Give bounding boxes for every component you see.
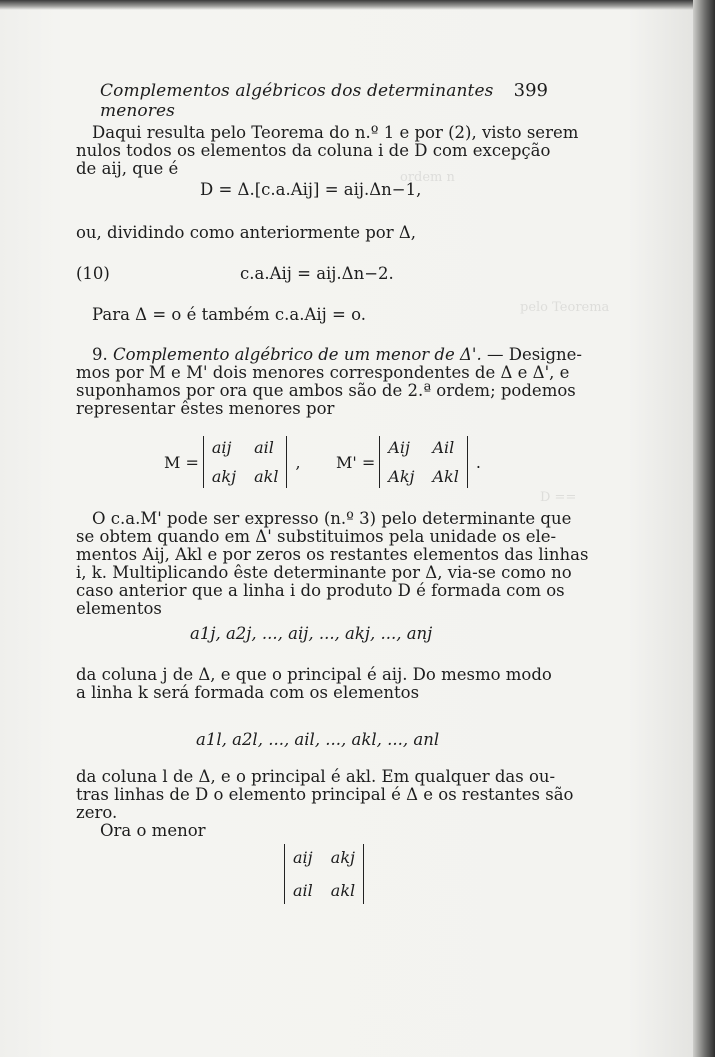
matrix-cell: akj (330, 848, 355, 867)
bleed-through-text: ordem n (400, 170, 455, 185)
sequence-2: a1l, a2l, ..., ail, ..., akl, ..., anl (196, 730, 440, 749)
matrix-bars (379, 436, 468, 488)
matrix-suffix: . (475, 452, 481, 472)
bleed-through-text: pelo Teorema (520, 300, 610, 315)
text-line: ou, dividindo como anteriormente por Δ, (76, 223, 417, 242)
page-number: 399 (513, 80, 548, 101)
sequence-1: a1j, a2j, ..., aij, ..., akj, ..., anj (190, 624, 433, 643)
paragraph-3 (76, 306, 548, 324)
matrix-label: M' = (336, 452, 376, 472)
text-line: mentos Aij, Akl e por zeros os restantes elementos das linhas (76, 545, 589, 564)
text-line: a linha k será formada com os elementos (76, 683, 420, 702)
text-line: caso anterior que a linha i do produto D é formada com os (76, 581, 565, 600)
text-line: de aij, que é (76, 159, 179, 178)
text-line: elementos (76, 599, 162, 618)
text-line: mos por M e M' dois menores correspondentes de Δ e Δ', e (76, 363, 570, 382)
matrix-M-prime (336, 436, 481, 488)
paragraph-4 (76, 509, 589, 618)
text-line: Para Δ = o é também c.a.Aij = o. (92, 305, 366, 324)
running-header (100, 80, 548, 121)
bleed-through-text: D == (540, 490, 577, 505)
matrix-bars (284, 844, 364, 904)
text-line: representar êstes menores por (76, 399, 335, 418)
text-line: tras linhas de D o elemento principal é Δ e os restantes são (76, 785, 574, 804)
matrix-label: M = (164, 452, 199, 472)
matrix-cell: akl (254, 467, 279, 486)
text-line: i, k. Multiplicando êste determinante por Δ, via-se como no (76, 563, 572, 582)
page-top-edge (0, 0, 715, 10)
text-line: O c.a.M' pode ser expresso (n.º 3) pelo determinante que (92, 509, 572, 528)
paragraph-6 (76, 767, 574, 840)
section-number: 9. (92, 345, 108, 364)
matrix-cell: Akl (432, 467, 459, 486)
matrix-cell: Akj (388, 467, 415, 486)
matrix-bars (203, 436, 288, 488)
text-line: nulos todos os elementos da coluna i de D com excepção (76, 141, 551, 160)
paragraph-1 (76, 123, 579, 178)
matrix-suffix: , (295, 452, 301, 472)
section-9 (76, 345, 582, 418)
matrix-M (164, 436, 301, 488)
text-line: Ora o menor (100, 821, 206, 840)
text-line: da coluna j de Δ, e que o principal é aij. Do mesmo modo (76, 665, 552, 684)
matrix-cell: aij (211, 438, 232, 457)
matrix-cell: Aij (388, 438, 410, 457)
section-heading-line (76, 345, 582, 364)
formula-1: D = Δ.[c.a.Aij] = aij.Δn−1, (200, 180, 422, 199)
paragraph-5 (76, 665, 552, 702)
paragraph-2 (76, 224, 548, 242)
text-line: Daqui resulta pelo Teorema do n.º 1 e por (2), visto serem (92, 123, 579, 142)
matrix-cell: aij (293, 848, 313, 867)
matrix-cell: ail (293, 881, 313, 900)
text-line: suponhamos por ora que ambos são de 2.ª ordem; podemos (76, 381, 576, 400)
matrix-cell: ail (254, 438, 274, 457)
matrix-cell: akl (330, 881, 356, 900)
matrix-cell: akj (211, 467, 237, 486)
equation-10: c.a.Aij = aij.Δn−2. (240, 264, 394, 283)
section-heading: Complemento algébrico de um menor de Δ'. (113, 345, 482, 364)
matrix-final (284, 844, 364, 904)
section-heading-rest: — Designe- (486, 345, 582, 364)
matrix-cell: Ail (432, 438, 455, 457)
text-line: da coluna l de Δ, e o principal é akl. Em qualquer das ou- (76, 767, 556, 786)
equation-number: (10) (76, 264, 110, 283)
header-title: Complementos algébricos dos determinantes menores (100, 81, 494, 121)
text-line: zero. (76, 803, 118, 822)
text-line: se obtem quando em Δ' substituimos pela unidade os ele- (76, 527, 557, 546)
book-spine-shadow (693, 0, 715, 1057)
